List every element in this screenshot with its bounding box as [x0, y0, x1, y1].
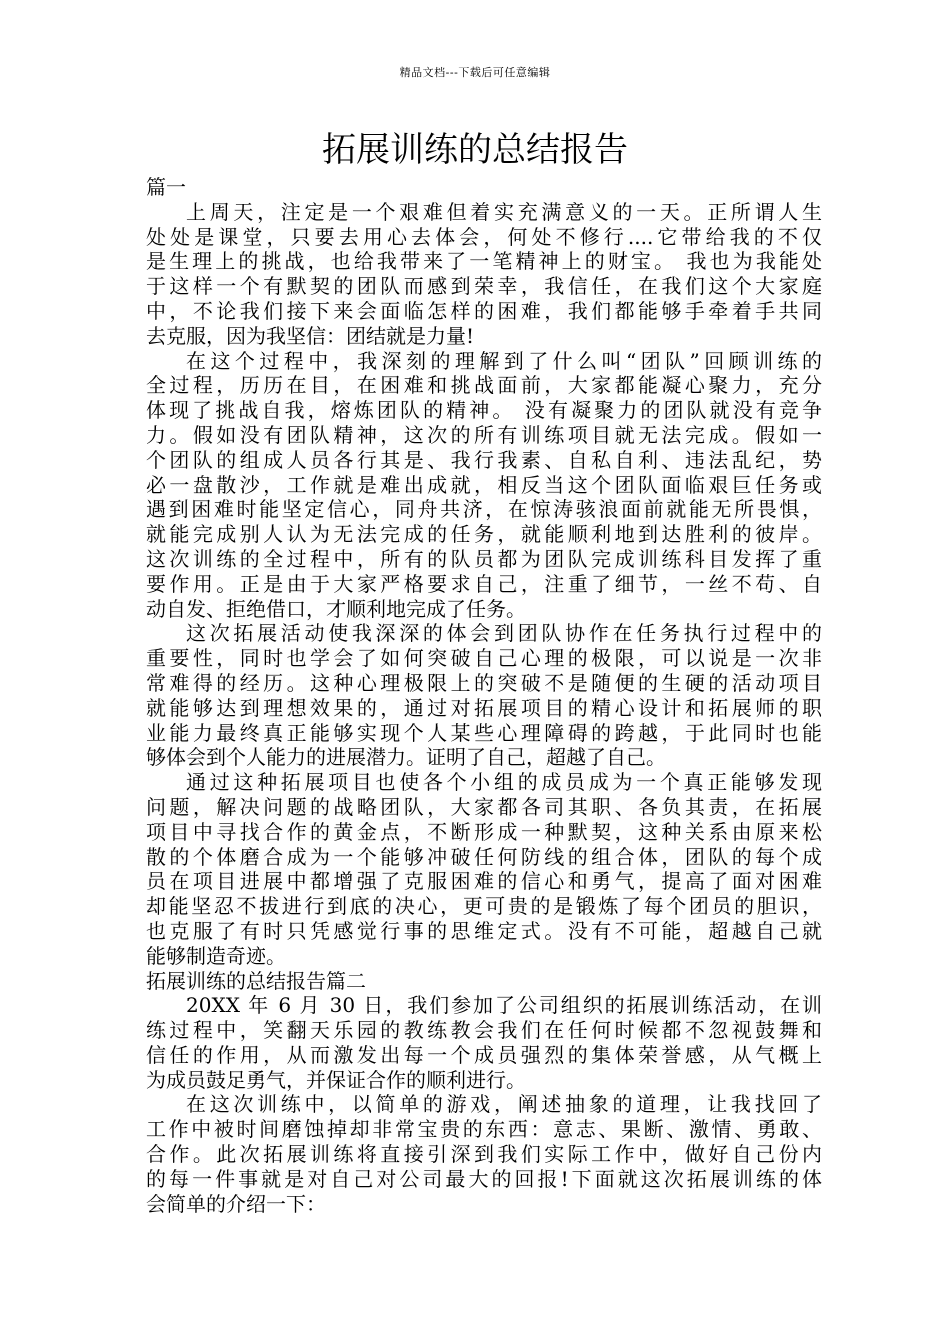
- body-line: 信任的作用，从而激发出每一个成员强烈的集体荣誉感，从气概上: [146, 1042, 822, 1067]
- body-line: 这次拓展活动使我深深的体会到团队协作在任务执行过程中的: [186, 621, 822, 646]
- page-header-note: 精品文档---下载后可任意编辑: [399, 66, 551, 79]
- body-line: 为成员鼓足勇气，并保证合作的顺利进行。: [146, 1067, 526, 1092]
- body-line: 却能坚忍不拔进行到底的决心，更可贵的是锻炼了每个团员的胆识，: [146, 894, 822, 919]
- body-line: 重要性，同时也学会了如何突破自己心理的极限，可以说是一次非: [146, 646, 822, 671]
- body-line: 就能够达到理想效果的，通过对拓展项目的精心设计和拓展师的职: [146, 695, 822, 720]
- body-line: 20XX 年 6 月 30 日，我们参加了公司组织的拓展训练活动，在训: [186, 993, 822, 1018]
- body-line: 业能力最终真正能够实现个人某些心理障碍的跨越，于此同时也能: [146, 720, 822, 745]
- body-line: 要作用。正是由于大家严格要求自己，注重了细节，一丝不苟、自: [146, 571, 822, 596]
- section-heading: 篇一: [146, 175, 186, 199]
- body-line: 处处是课堂，只要去用心去体会，何处不修行....它带给我的不仅: [146, 224, 822, 249]
- body-line: 体现了挑战自我，熔炼团队的精神。 没有凝聚力的团队就没有竞争: [146, 398, 822, 423]
- body-line: 够体会到个人能力的进展潜力。证明了自己，超越了自己。: [146, 745, 666, 770]
- body-line: 散的个体磨合成为一个能够冲破任何防线的组合体，团队的每个成: [146, 844, 822, 869]
- body-line: 中，不论我们接下来会面临怎样的困难，我们都能够手牵着手共同: [146, 298, 822, 323]
- body-line: 是生理上的挑战，也给我带来了一笔精神上的财宝。 我也为我能处: [146, 249, 822, 274]
- body-line: 在这次训练中，以简单的游戏，阐述抽象的道理，让我找回了: [186, 1092, 822, 1117]
- body-line: 能够制造奇迹。: [146, 943, 286, 968]
- body-line: 通过这种拓展项目也使各个小组的成员成为一个真正能够发现: [186, 770, 822, 795]
- body-line: 项目中寻找合作的黄金点，不断形成一种默契，这种关系由原来松: [146, 819, 822, 844]
- body-line: 动自发、拒绝借口，才顺利地完成了任务。: [146, 596, 526, 621]
- body-line: 力。假如没有团队精神，这次的所有训练项目就无法完成。假如一: [146, 422, 822, 447]
- body-line: 就能完成别人认为无法完成的任务，就能顺利地到达胜利的彼岸。: [146, 522, 822, 547]
- body-line: 全过程，历历在目，在困难和挑战面前，大家都能凝心聚力，充分: [146, 373, 822, 398]
- body-line: 于这样一个有默契的团队而感到荣幸，我信任，在我们这个大家庭: [146, 274, 822, 299]
- body-line: 上周天，注定是一个艰难但着实充满意义的一天。正所谓人生: [186, 199, 822, 224]
- body-line: 这次训练的全过程中，所有的队员都为团队完成训练科目发挥了重: [146, 546, 822, 571]
- body-line: 也克服了有时只凭感觉行事的思维定式。没有不可能，超越自己就: [146, 918, 822, 943]
- body-line: 遇到困难时能坚定信心，同舟共济，在惊涛骇浪面前就能无所畏惧，: [146, 497, 822, 522]
- body-line: 合作。此次拓展训练将直接引深到我们实际工作中，做好自己份内: [146, 1142, 822, 1167]
- document-title: 拓展训练的总结报告: [322, 130, 628, 170]
- body-line: 练过程中，笑翻天乐园的教练教会我们在任何时候都不忽视鼓舞和: [146, 1018, 822, 1043]
- section-heading: 拓展训练的总结报告篇二: [146, 968, 366, 993]
- body-line: 会简单的介绍一下：: [146, 1191, 326, 1216]
- document-body: [146, 175, 822, 1216]
- body-line: 的每一件事就是对自己对公司最大的回报!下面就这次拓展训练的体: [146, 1166, 822, 1191]
- body-line: 个团队的组成人员各行其是、我行我素、自私自利、违法乱纪，势: [146, 447, 822, 472]
- body-line: 员在项目进展中都增强了克服困难的信心和勇气，提高了面对困难: [146, 869, 822, 894]
- body-line: 常难得的经历。这种心理极限上的突破不是随便的生硬的活动项目: [146, 670, 822, 695]
- body-line: 必一盘散沙，工作就是难出成就，相反当这个团队面临艰巨任务或: [146, 472, 822, 497]
- body-line: 去克服，因为我坚信：团结就是力量!: [146, 323, 475, 348]
- body-line: 在这个过程中，我深刻的理解到了什么叫“团队”回顾训练的: [186, 348, 822, 373]
- body-line: 工作中被时间磨蚀掉却非常宝贵的东西：意志、果断、激情、勇敢、: [146, 1117, 822, 1142]
- body-line: 问题，解决问题的战略团队，大家都各司其职、各负其责，在拓展: [146, 794, 822, 819]
